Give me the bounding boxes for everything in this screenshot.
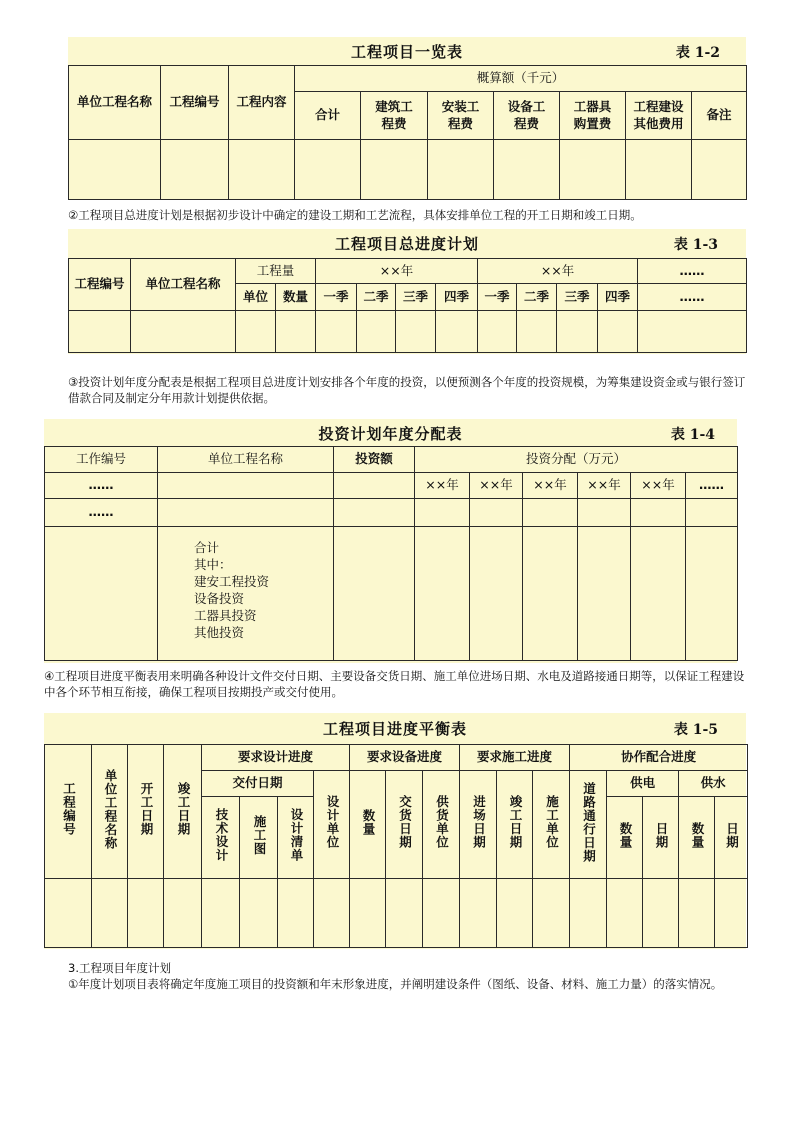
empty-cell [423,879,460,948]
header-project-code: 工程编号 [161,66,229,140]
empty-cell [570,879,607,948]
header-q2: 二季 [357,284,396,311]
empty-cell [236,311,276,353]
paragraph-5: ①年度计划项目表将确定年度施工项目的投资额和年末形象进度，并阐明建设条件（图纸、设备、材料、施工力量）的落实情况。 [68,977,723,991]
header-unit: 单位 [236,284,276,311]
summary-tools: 工器具投资 [194,608,257,623]
empty-cell [560,140,626,200]
header-tools-cost: 工器具购置费 [560,92,626,140]
header-year: ××年 [470,473,523,499]
header-unit-name: 单位工程名称 [131,259,236,311]
table-1-3-panel [68,229,746,354]
header-project-code: 工程编号 [69,259,131,311]
header-q2: 二季 [517,284,557,311]
header-water-date: 日期 [715,797,748,879]
header-road-date: 道路通行日期 [570,771,607,879]
header-project-code: 工程编号 [45,745,92,879]
header-q1: 一季 [478,284,517,311]
header-tech-design: 技术设计 [202,797,240,879]
header-work-code: 工作编号 [45,447,158,473]
table-1-2-panel [68,37,746,199]
table-1-4-panel [44,419,737,663]
investment-allocation-table [44,446,738,661]
project-overview-table [68,65,747,200]
empty-cell [631,527,686,661]
empty-cell [276,311,316,353]
empty-cell [578,527,631,661]
empty-cell [240,879,278,948]
empty-cell [533,879,570,948]
table-number: 表 1-4 [670,427,715,443]
empty-cell [202,879,240,948]
summary-total: 合计 [194,540,220,555]
empty-cell [557,311,598,353]
table-number: 表 1-2 [675,45,720,61]
section-heading: 3.工程项目年度计划 [68,961,171,975]
empty-cell [460,879,497,948]
header-content: 工程内容 [229,66,295,140]
table-number: 表 1-3 [673,237,718,253]
header-q4: 四季 [436,284,478,311]
progress-balance-table [44,744,748,948]
table-number: 表 1-5 [673,722,718,738]
header-q3: 三季 [396,284,436,311]
empty-cell [334,527,415,661]
empty-cell [470,527,523,661]
empty-cell [631,499,686,527]
table-title: 工程项目进度平衡表 [322,720,467,738]
header-install-cost: 安装工程费 [428,92,494,140]
header-q3: 三季 [557,284,598,311]
header-distribution: 投资分配（万元） [415,447,738,473]
header-total: 合计 [295,92,361,140]
empty-cell [350,879,386,948]
paragraph-3: ③投资计划年度分配表是根据工程项目总进度计划安排各个年度的投资，以便预测各个年度的投资规模，为筹集建设资金或与银行签订借款合同及制定分年用款计划提供依据。 [68,375,746,405]
header-unit-name: 单位工程名称 [69,66,161,140]
summary-list [158,527,334,661]
empty-cell [131,311,236,353]
empty-cell [158,499,334,527]
header-supplier: 供货单位 [423,771,460,879]
header-power: 供电 [607,771,679,797]
empty-cell [578,499,631,527]
total-schedule-table [68,258,747,353]
header-more: …… [638,259,747,284]
empty-cell [128,879,164,948]
empty-cell [45,879,92,948]
empty-cell [295,140,361,200]
header-enter-date: 进场日期 [460,771,497,879]
header-note: 备注 [692,92,747,140]
header-year-2: ××年 [478,259,638,284]
header-unit-name: 单位工程名称 [158,447,334,473]
header-year: ××年 [578,473,631,499]
summary-equipment: 设备投资 [194,591,245,606]
empty-cell [638,311,747,353]
header-year: ××年 [523,473,578,499]
header-delivery-date: 交付日期 [202,771,314,797]
header-year-more: …… [686,473,738,499]
table-title: 投资计划年度分配表 [318,425,463,443]
summary-other: 其他投资 [194,625,245,640]
header-finish-date: 竣工日期 [497,771,533,879]
header-power-date: 日期 [643,797,679,879]
empty-cell [643,879,679,948]
row-code: …… [45,473,158,499]
empty-cell [415,499,470,527]
empty-cell [494,140,560,200]
header-equip-qty: 数量 [350,771,386,879]
header-quantity: 工程量 [236,259,316,284]
empty-cell [679,879,715,948]
table-title: 工程项目一览表 [350,43,463,61]
empty-cell [164,879,202,948]
paragraph-2: ②工程项目总进度计划是根据初步设计中确定的建设工期和工艺流程，具体安排单位工程的开工日期和竣工日期。 [68,208,642,222]
empty-cell [69,311,131,353]
header-drawing: 施工图 [240,797,278,879]
empty-cell [161,140,229,200]
header-construction-progress: 要求施工进度 [460,745,570,771]
header-power-qty: 数量 [607,797,643,879]
header-year: ××年 [415,473,470,499]
header-equipment-progress: 要求设备进度 [350,745,460,771]
empty-cell [686,499,738,527]
empty-cell [314,879,350,948]
empty-cell [316,311,357,353]
empty-cell [45,527,158,661]
header-design-unit: 设计单位 [314,771,350,879]
header-more: …… [638,284,747,311]
empty-cell [278,879,314,948]
header-delivery: 交货日期 [386,771,423,879]
table-1-5-panel [44,713,746,949]
empty-cell [386,879,423,948]
empty-cell [158,473,334,499]
header-budget: 概算额（千元） [295,66,747,92]
empty-cell [478,311,517,353]
paragraph-4: ④工程项目进度平衡表用来明确各种设计文件交付日期、主要设备交货日期、施工单位进场日期、水电及道路接通日期等，以保证工程建设中各个环节相互衔接，确保工程项目按期投产或交付使用。 [44,669,745,699]
empty-cell [497,879,533,948]
empty-cell [357,311,396,353]
header-design-list: 设计清单 [278,797,314,879]
header-equipment-cost: 设备工程费 [494,92,560,140]
header-unit-name: 单位工程名称 [92,745,128,879]
empty-cell [607,879,643,948]
header-invest: 投资额 [334,447,415,473]
empty-cell [428,140,494,200]
header-design-progress: 要求设计进度 [202,745,350,771]
empty-cell [396,311,436,353]
header-q4: 四季 [598,284,638,311]
row-code: …… [45,499,158,527]
header-water: 供水 [679,771,748,797]
empty-cell [415,527,470,661]
header-cooperation-progress: 协作配合进度 [570,745,748,771]
summary-of-which: 其中： [194,557,232,572]
empty-cell [69,140,161,200]
header-year: ××年 [631,473,686,499]
header-q1: 一季 [316,284,357,311]
empty-cell [229,140,295,200]
empty-cell [470,499,523,527]
empty-cell [626,140,692,200]
empty-cell [598,311,638,353]
empty-cell [692,140,747,200]
header-end-date: 竣工日期 [164,745,202,879]
summary-construction: 建安工程投资 [194,574,270,589]
empty-cell [517,311,557,353]
empty-cell [334,499,415,527]
header-start-date: 开工日期 [128,745,164,879]
empty-cell [715,879,748,948]
header-building-cost: 建筑工程费 [361,92,428,140]
header-other-cost: 工程建设其他费用 [626,92,692,140]
empty-cell [436,311,478,353]
header-count: 数量 [276,284,316,311]
empty-cell [361,140,428,200]
header-water-qty: 数量 [679,797,715,879]
empty-cell [92,879,128,948]
empty-cell [334,473,415,499]
empty-cell [523,499,578,527]
empty-cell [686,527,738,661]
header-contractor: 施工单位 [533,771,570,879]
empty-cell [523,527,578,661]
table-title: 工程项目总进度计划 [334,235,479,253]
header-year-1: ××年 [316,259,478,284]
